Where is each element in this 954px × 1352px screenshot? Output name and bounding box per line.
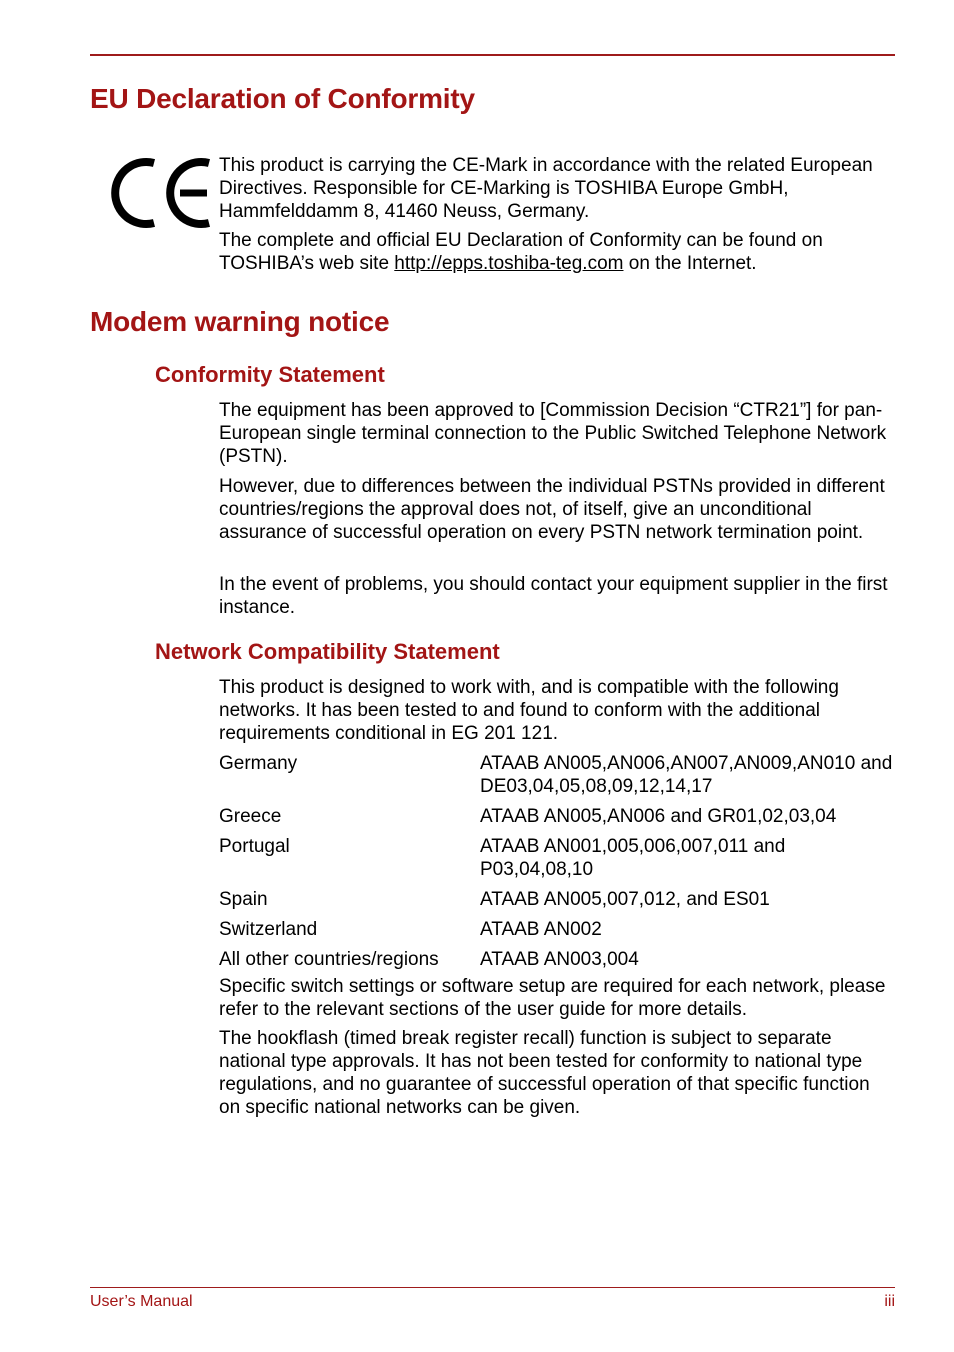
conformity-paragraph-2: However, due to differences between the individual PSTNs provided in different countries/regions the approval does not, of itself, give an unconditional assurance of successful operation on every PSTN network termination point. xyxy=(219,476,885,543)
eu-declaration-paragraph xyxy=(219,229,895,275)
conformity-paragraph-3: In the event of problems, you should contact your equipment supplier in the first instance. xyxy=(219,574,888,618)
footer-manual-title: User’s Manual xyxy=(90,1293,193,1310)
network-approval-table xyxy=(219,752,895,978)
ce-mark-paragraph: This product is carrying the CE-Mark in accordance with the related European Directives. Responsible for CE-Marking is TOSHIBA Europe GmbH, Hammfelddamm 8, 41460 Neuss, Germany. xyxy=(219,155,873,222)
country-cell: Greece xyxy=(219,806,282,827)
country-cell: Spain xyxy=(219,889,268,910)
eu-declaration-title: EU Declaration of Conformity xyxy=(90,83,475,114)
page-number: iii xyxy=(884,1293,895,1310)
header-rule xyxy=(90,54,895,56)
hookflash-paragraph: The hookflash (timed break register recall) function is subject to separate national type approvals. It has not been tested for conformity to national type regulations, and no guarantee of successful operation of that specific function on specific national networks can be given. xyxy=(219,1028,870,1118)
country-cell: All other countries/regions xyxy=(219,949,439,970)
conformity-statement-heading: Conformity Statement xyxy=(155,362,385,387)
table-row xyxy=(219,835,895,888)
approval-cell: ATAAB AN001,005,006,007,011 and P03,04,08,10 xyxy=(480,836,786,880)
eu-declaration-text-before: The complete and official EU Declaration of Conformity can be found on TOSHIBA’s web site xyxy=(219,230,823,274)
approval-cell: ATAAB AN002 xyxy=(480,919,602,940)
country-cell: Germany xyxy=(219,753,298,774)
approval-cell: ATAAB AN005,AN006 and GR01,02,03,04 xyxy=(480,806,837,827)
network-compatibility-heading: Network Compatibility Statement xyxy=(155,639,500,664)
approval-cell: ATAAB AN005,AN006,AN007,AN009,AN010 and DE03,04,05,08,09,12,14,17 xyxy=(480,753,893,797)
approval-cell: ATAAB AN003,004 xyxy=(480,949,639,970)
switch-settings-paragraph: Specific switch settings or software setup are required for each network, please refer to the relevant sections of the user guide for more details. xyxy=(219,976,886,1020)
country-cell: Switzerland xyxy=(219,919,318,940)
table-row xyxy=(219,805,895,835)
ce-mark-icon xyxy=(110,155,214,231)
footer-rule xyxy=(90,1287,895,1288)
table-row xyxy=(219,948,895,978)
network-intro-paragraph: This product is designed to work with, and is compatible with the following networks. It has been tested to and found to conform with the additional requirements conditional in EG 201 121. xyxy=(219,677,839,744)
approval-cell: ATAAB AN005,007,012, and ES01 xyxy=(480,889,770,910)
country-cell: Portugal xyxy=(219,836,290,857)
table-row xyxy=(219,752,895,805)
conformity-paragraph-1: The equipment has been approved to [Commission Decision “CTR21”] for pan-European single terminal connection to the Public Switched Telephone Network (PSTN). xyxy=(219,400,887,467)
modem-warning-title: Modem warning notice xyxy=(90,306,390,337)
table-row xyxy=(219,888,895,918)
toshiba-website-link[interactable]: http://epps.toshiba-teg.com xyxy=(394,253,624,274)
eu-declaration-text-after: on the Internet. xyxy=(623,253,757,274)
table-row xyxy=(219,918,895,948)
